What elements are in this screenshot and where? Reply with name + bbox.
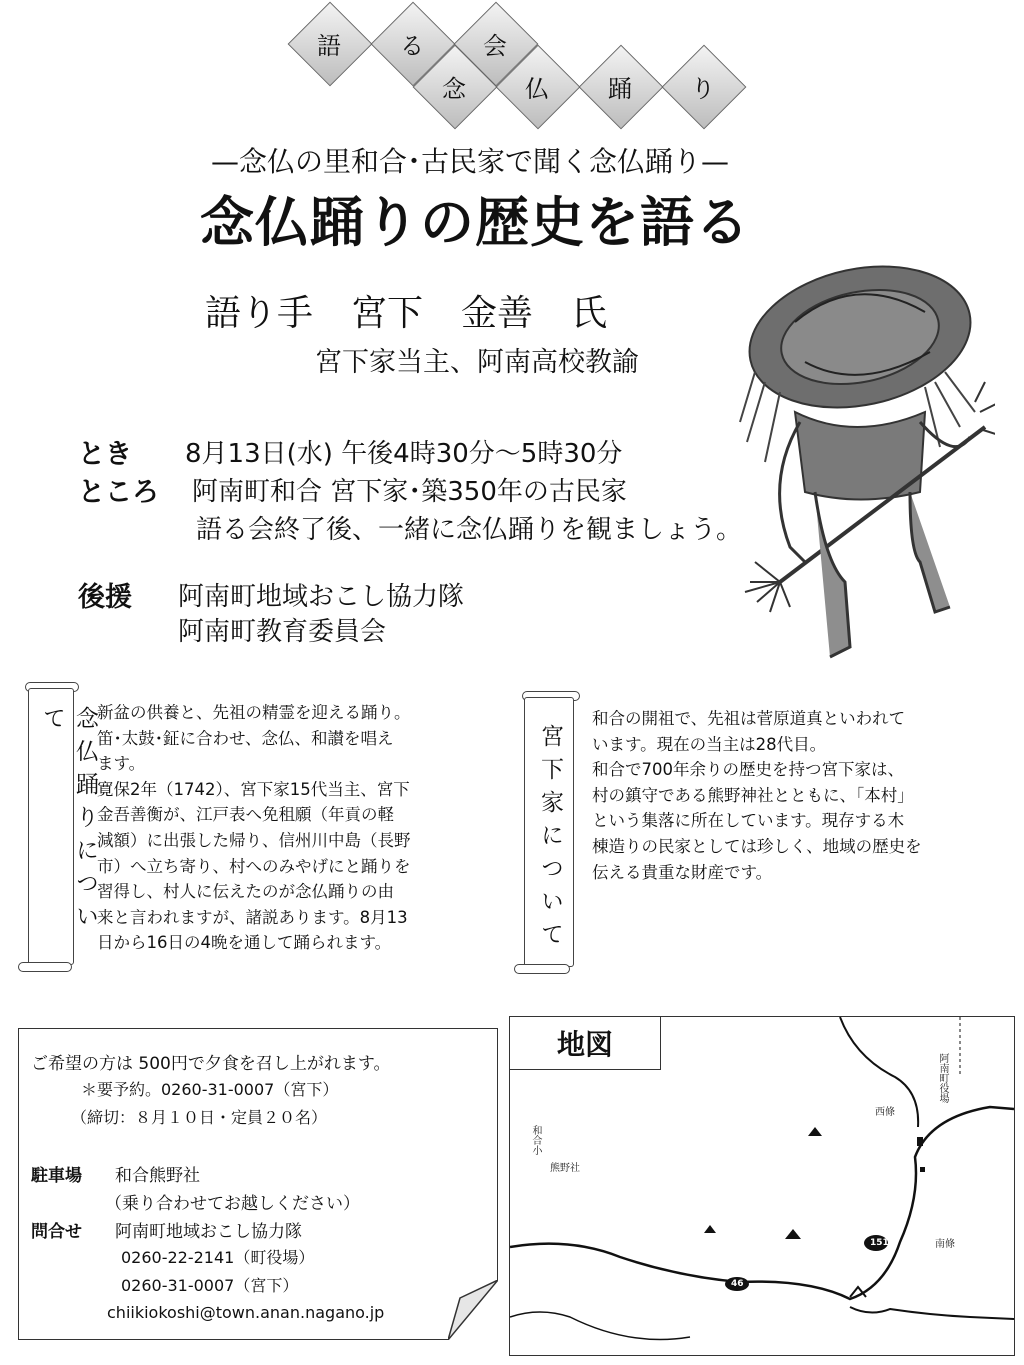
where-value: 阿南町和合 宮下家･築350年の古民家: [192, 477, 627, 507]
text-line: 習得し、村人に伝えたのが念仏踊りの由: [97, 882, 394, 902]
map-label-office: 阿南町役場: [937, 1053, 948, 1103]
speaker-honorific: 氏: [571, 293, 608, 334]
speaker-given: 金善: [461, 293, 534, 334]
text-line: 金吾善衡が、江戸表へ免租願（年貢の軽: [97, 805, 394, 825]
map-title: 地図: [510, 1017, 661, 1070]
map-label-minamijo: 南條: [935, 1239, 955, 1250]
text-line: 市）へ立ち寄り、村へのみやげにと踊りを: [97, 856, 411, 876]
when-value: 8月13日(水) 午後4時30分～5時30分: [185, 439, 623, 469]
parking-note: （乗り合わせてお越しください）: [105, 1194, 360, 1214]
subtitle: —念仏の里和合･古民家で聞く念仏踊り—: [210, 145, 729, 178]
dance-heading: 念仏踊りについて: [39, 706, 98, 937]
family-description: [592, 706, 1012, 885]
tile-char: 会: [483, 31, 507, 60]
deadline-text: （締切：８月１０日・定員２０名）: [71, 1108, 328, 1127]
speaker-role: 宮下家当主、阿南高校教諭: [315, 347, 639, 378]
text-line: 伝える貴重な財産です。: [592, 862, 773, 882]
parking-label: 駐車場: [31, 1166, 82, 1186]
scroll-rod: [514, 964, 570, 974]
speaker-label: 語り手: [205, 293, 314, 334]
text-line: 減額）に出張した帰り、信州川中島（長野: [97, 830, 411, 850]
tile-char: り: [691, 74, 715, 103]
contact-org: 阿南町地域おこし協力隊: [115, 1222, 302, 1242]
map-label-kumano: 熊野社: [550, 1163, 580, 1174]
text-line: 笛･太鼓･鉦に合わせ、念仏、和讃を唱え: [97, 728, 394, 748]
contact-label: 問合せ: [31, 1222, 82, 1242]
when-label: とき: [78, 439, 132, 470]
event-note: 語る会終了後、一緒に念仏踊りを観ましょう。: [196, 515, 743, 545]
map-label-wago-school: 和合小: [530, 1125, 541, 1155]
speaker-line: [205, 285, 607, 336]
map-label-route46: 46: [731, 1279, 744, 1289]
text-line: 来と言われますが、諸説あります。8月13: [97, 907, 408, 927]
speaker-surname: 宮下: [351, 293, 424, 334]
text-line: 日から16日の4晩を通して踊られます。: [97, 933, 392, 953]
tile-char: 語: [317, 31, 341, 60]
dinner-text: ご希望の方は 500円で夕食を召し上がれます。: [31, 1054, 391, 1074]
info-box: [18, 1028, 498, 1340]
text-line: 新盆の供養と、先祖の精霊を迎える踊り。: [97, 703, 411, 722]
tile-char: 踊: [608, 74, 632, 103]
support-org-1: 阿南町地域おこし協力隊: [178, 582, 465, 612]
support-org-2: 阿南町教育委員会: [178, 617, 387, 647]
map-label-route151: 151: [870, 1238, 889, 1248]
where-label: ところ: [78, 477, 159, 508]
contact-email[interactable]: chiikiokoshi@town.anan.nagano.jp: [107, 1303, 385, 1322]
text-line: ます。: [97, 754, 146, 774]
text-line: います。現在の当主は28代目。: [592, 734, 827, 754]
scroll-rod: [18, 962, 72, 972]
tile-char: 念: [442, 74, 466, 103]
text-line: 和合で700年余りの歴史を持つ宮下家は、: [592, 760, 904, 780]
tile-char: 仏: [525, 74, 549, 103]
dancer-illustration: [735, 262, 995, 667]
text-line: 棟造りの民家としては珍しく、地域の歴史を: [592, 836, 922, 856]
dance-description: [97, 700, 497, 956]
tile-char: る: [400, 31, 424, 60]
page-title: 念仏踊りの歴史を語る: [200, 191, 750, 254]
map-label-nishijo: 西條: [875, 1107, 895, 1118]
reserve-text: ＊要予約。0260-31-0007（宮下）: [81, 1080, 339, 1099]
text-line: 寛保2年（1742）、宮下家15代当主、宮下: [97, 779, 410, 799]
support-label: 後援: [78, 582, 132, 613]
text-line: 和合の開祖で、先祖は菅原道真といわれて: [592, 709, 906, 728]
contact-tel-2: 0260-31-0007（宮下）: [121, 1276, 299, 1295]
parking-value: 和合熊野社: [115, 1166, 200, 1186]
folded-corner: [448, 1280, 498, 1340]
contact-tel-1: 0260-22-2141（町役場）: [121, 1248, 315, 1267]
family-heading: 宮下家について: [537, 724, 563, 955]
text-line: 村の鎮守である熊野神社とともに、｢本村｣: [592, 785, 906, 805]
map: [509, 1016, 1015, 1356]
text-line: という集落に所在しています。現存する木: [592, 811, 905, 831]
